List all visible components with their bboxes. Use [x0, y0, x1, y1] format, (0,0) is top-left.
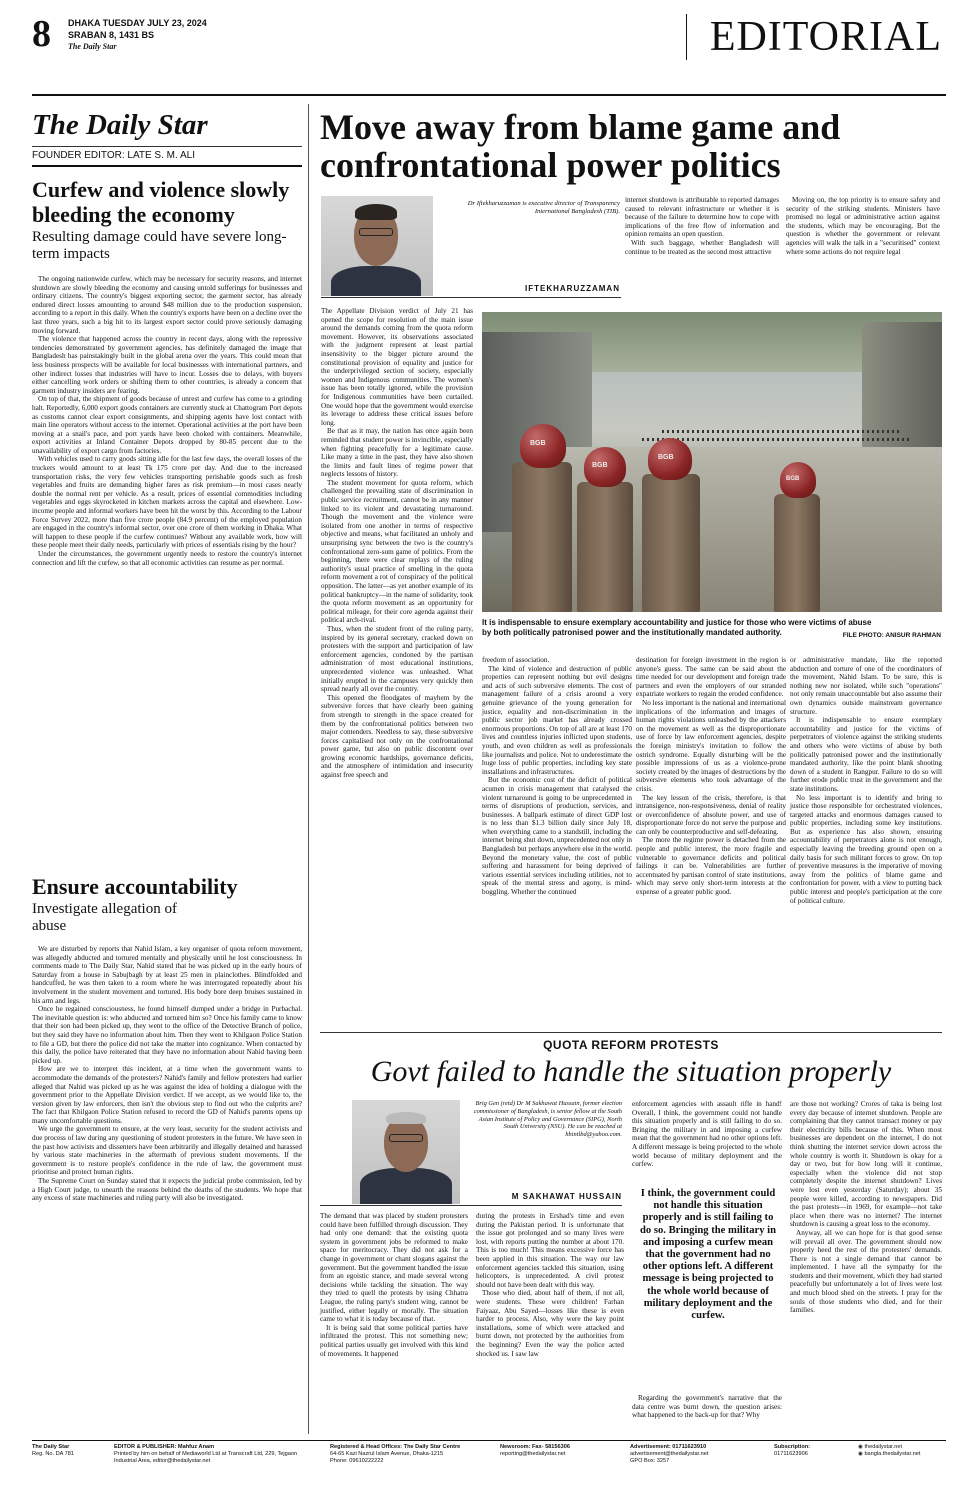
protest-photo: [482, 312, 942, 612]
globe-icon: ◉: [858, 1451, 865, 1457]
paragraph: With such baggage, whether Bangladesh will continue to be treated as the second most attractive: [625, 238, 779, 256]
paragraph: during the protests in Ershad's time and even during the Pakistan period. It is unfortunate that the issue got prolonged and so many lives were lost, with reports putting the number at about 170. This is too much! This means excessive force has been applied in this situation. The way our law enforcement agencies tackled this situation, using helicopters, is unprecedented. A civil protest should not have been dealt with this way.: [476, 1212, 624, 1289]
helmet-label: BGB: [786, 476, 800, 482]
photo-caption: It is indispensable to ensure exemplary accountability and justice for those who were victims of abuse by both politically patronised power and the institutionally mandated authority.: [482, 618, 872, 637]
bottom-col-b: [476, 1212, 624, 1358]
footer-gpo: GPO Box: 3257: [630, 1458, 670, 1464]
footer-paper-name: The Daily Star: [32, 1444, 70, 1450]
author-bio: Brig Gen (retd) Dr M Sakhawat Hussain, former election commissioner of Bangladesh, is senior fellow at the South Asian Institute of Policy and Governance (SIPG), North South University (NSU). He can be reached at hhintlbd@yahoo.com.: [473, 1100, 622, 1139]
soldier: [512, 462, 572, 612]
paragraph: We are disturbed by reports that Nahid Islam, a key organiser of quota reform movement, was allegedly abducted and tortured mentally and physically until he lost consciousness. In comments made to The Daily Star, Nahid stated that he was picked up in the early hours of Saturday from a house in Sabujbagh by at least 25 men in plainclothes. Blindfolded and handcuffed, he was then taken to a room where he was interrogated repeatedly about his involvement in the student movement and tortured. His body bore deep bruises sustained in his arm and legs.: [32, 945, 302, 1005]
footer-office-title: Registered & Head Offices: The Daily Star Centre: [330, 1444, 461, 1450]
paragraph: Anyway, all we can hope for is that good sense will prevail all over. The government should now properly heed the rest of the protesters' demands. There is not a single demand that cannot be implemented. I have all the sympathy for the students and their movement, which they had started peacefully but unfortunately a lot of lives were lost and much blood shed on the streets. I pray for the souls of those students who died, and for their families.: [790, 1228, 942, 1315]
byline: M SAKHAWAT HUSSAIN: [511, 1192, 622, 1201]
daily-star-logo: The Daily Star: [32, 109, 208, 141]
page-number: 8: [32, 13, 51, 55]
paragraph: Under the circumstances, the government urgently needs to restore the country's internet connection and lift the curfew, so that all economic activities can resume as per normal.: [32, 550, 302, 567]
paragraph: Be that as it may, the nation has once again been reminded that student power is invincible, especially when fighting peacefully for a legitimate cause. Like many a time in the past, they have also shown the limits and fault lines of regime power that neglects lessons of history.: [321, 427, 473, 479]
footer-rule: [32, 1440, 946, 1441]
footer-web-1[interactable]: [858, 1444, 946, 1451]
footer-web: [858, 1444, 946, 1458]
editorial-2: [32, 874, 302, 1203]
footer-ads-phone: Advertisement: 01711623910: [630, 1444, 707, 1450]
portrait-hair: [355, 204, 397, 220]
footer-ads: [630, 1444, 770, 1465]
photo-crowd: [662, 430, 902, 433]
editorial-1: [32, 177, 302, 567]
photo-crowd: [642, 438, 912, 441]
paragraph: The demand that was placed by student protesters could have been fulfilled through discussion. They had only one demand: that the existing quota system in government jobs be reformed to make space for meritocracy. They did not ask for a change in government or chant slogans against the government. But the government handled the issue from an egoistic stance, and made several wrong decisions while tackling the situation. The way they tried to quell the protests by using Chhatra League, the ruling party's student wing, cannot be justified, either legally or morally. The situation came to what it is today because of that.: [320, 1212, 468, 1324]
small-logo: The Daily Star: [68, 42, 117, 51]
editorial-1-headline: Curfew and violence slowly bleeding the economy: [32, 177, 290, 227]
paragraph: The Appellate Division verdict of July 21 has opened the scope for resolution of the main issue around the demands coming from the quota reform movement. However, its observations associated with the judgment represent at least partial insensitivity to the bigger picture around the constitutional provision of equality and justice for the underprivileged section of society, especially women and Indigenous communities. The women's issue has been totally ignored, while the provision for Indigenous communities have been curtailed. One would hope that the government would exercise its leverage to address these critical issues before long.: [321, 307, 473, 427]
footer-subs: [774, 1444, 854, 1458]
logo-rule: [32, 146, 302, 147]
soldier: [577, 482, 633, 612]
paragraph: On top of that, the shipment of goods because of unrest and curfew has come to a grinding halt. Reportedly, 6,000 export goods containers are currently stuck at Chattogram Port depots as customs cannot clear export consignments, and shipping agents have lost contact with main line operators without access to the internet. Operational activities at the port have been moving at a snail's pace, and port yards have been choked with containers. Meanwhile, export activities at Inland Container Depots dropped by 80-85 percent due to the unavailability of export cargo from factories.: [32, 395, 302, 455]
paragraph: The key lesson of the crisis, therefore, is that intransigence, non-responsiveness, denial of reality or overconfidence of absolute power, and use of disproportionate force do not serve the purpose and can only be counterproductive and self-defeating.: [636, 793, 786, 836]
footer-newsroom-email: reporting@thedailystar.net: [500, 1451, 566, 1457]
masthead-rule: [32, 94, 946, 96]
paragraph: But the economic cost of the deficit of political acumen in crisis management that catalysed the violent turnaround is going to be unprecedented in terms of disruptions of production, services, and businesses. A ballpark estimate of direct GDP lost is no less than $1.3 billion daily since July 18, when everything came to a standstill, including the internet being shut down, unprecedented not only in Bangladesh but perhaps anywhere else in the world. Beyond the monetary value, the cost of public suffering and harassment for being deprived of various essential services including utilities, not to speak of the mental stress and agony, is mind-boggling. Whether the continued: [482, 776, 632, 897]
paragraph: destination for foreign investment in the region is anyone's guess. The same can be said about the time needed for our development and foreign trade partners and even the employers of our stranded expatriate workers to regain the eroded confidence.: [636, 656, 786, 699]
top-col-d-lower: [790, 656, 942, 905]
portrait-suit: [360, 1168, 452, 1204]
bottom-col-a: [320, 1212, 468, 1358]
masthead: [32, 14, 946, 92]
top-article-headline: Move away from blame game and confrontational power politics: [320, 107, 841, 185]
footer-editor-name: EDITOR & PUBLISHER: Mahfuz Anam: [114, 1444, 215, 1450]
bottom-kicker: QUOTA REFORM PROTESTS: [543, 1038, 719, 1052]
column-divider: [308, 104, 309, 1434]
paragraph: We urge the government to ensure, at the very least, security for the student activists and due process of law during any questioning of student protesters in the future. We have seen in the past how activists and dissenters have been arbitrarily and illegally detained and harassed by various state machineries in the aftermath of previous student movements. If the government is to restore people's confidence in the rule of law, the government must prioritise and protect human rights.: [32, 1125, 302, 1177]
paragraph: It is indispensable to ensure exemplary accountability and justice for the victims of perpetrators of violence against the striking students and others who were victims of abuse by both politically patronised power and the institutionally mandated authority, like the point blank shooting down of a student in Rangpur. Failure to do so will further erode public trust in the government and the state institutions.: [790, 716, 942, 793]
paragraph: The kind of violence and destruction of public properties can represent nothing but evil designs and acts of such subversive elements. The cost of management failure of a crisis around a very genuine grievance of the young generation for justice, equality and non-discrimination in the public sector job market has already crossed enormous proportions. On top of all are at least 170 lives and countless injuries inflicted upon students, youth, and even children as well as professionals like journalists and police. Not to underestimate the huge loss of public properties, including key state installations and infrastructures.: [482, 664, 632, 776]
bottom-headline: Govt failed to handle the situation properly: [370, 1055, 892, 1088]
left-column: [32, 108, 302, 1434]
paragraph: The violence that happened across the country in recent days, along with the repressive tendencies demonstrated by government agencies, has definitely damaged the image that Bangladesh has painstakingly built in the global arena over the years. This could mean that less business prospects will be available for local businesses with international partners, and other indirect losses that industries will have to incur. Losses due to delays, with buyers either cancelling work orders or shifting them to other countries, is already a concern that garment industry insiders are fearing.: [32, 335, 302, 395]
footer-web-1-text: thedailystar.net: [864, 1444, 903, 1450]
founder-editor: FOUNDER EDITOR: LATE S. M. ALI: [32, 150, 195, 161]
byline-rule: [320, 1205, 622, 1206]
paragraph: or administrative mandate, like the reported abduction and torture of one of the coordinators of the movement, Nahid Islam. To be sure, this is nothing new nor isolated, while such "operations" not only remain unaccountable but also assume their own dynamics outside mainstream governance structure.: [790, 656, 942, 716]
paragraph: Those who died, about half of them, if not all, were students. These were children! Farhan Faiyaaz, Abu Sayed—losses like these is even harder to process. Also, why were the key point installations, some of which were attacked and burnt down, not protected by the authorities from the beginning? Even the way the police acted shocked us. I saw law: [476, 1289, 624, 1358]
soldier: [774, 494, 820, 612]
helmet-label: BGB: [530, 440, 546, 447]
footer-web-2-text: bangla.thedailystar.net: [864, 1451, 921, 1457]
helmet-label: BGB: [592, 462, 608, 469]
editorial-2-subhead: Investigate allegation of abuse: [32, 901, 177, 934]
section-title: EDITORIAL: [709, 14, 942, 60]
paragraph: With vehicles used to carry goods sitting idle for the last few days, the overall losses of the truckers would amount to at least Tk 175 crore per day. And due to the increased transportation risks, the very few vehicles transporting perishable goods such as fresh vegetables and fruits are demanding higher fares as risk premium—in most cases nearly double the normal rent per vehicle. As a result, prices of essential commodities including vegetables and eggs skyrocketed in kitchen markets across the capital and elsewhere. Low-income people and informal workers have been hit the worst by this. According to the Labour Force Survey 2022, more than five crore people (84.9 percent) of the employed population are engaged in the country's informal sector, over one crore of them working in Dhaka. What will happen to these people if the curfew continues? Without any available work, how will these people meet their daily needs, particularly with prices of essentials rising by the hour?: [32, 455, 302, 550]
bangla-date: SRABAN 8, 1431 BS: [68, 30, 155, 40]
soldier: [642, 474, 700, 612]
top-col-c-lower: [636, 656, 786, 897]
editorial-1-subhead: Resulting damage could have severe long-term impacts: [32, 229, 287, 262]
footer-paper: [32, 1444, 102, 1458]
footer: [32, 1444, 946, 1484]
paragraph: are those not working? Crores of taka is being lost every day because of internet shutdown. People are complaining that they cannot transact money or pay their electricity bills because of this. When most businesses are dependent on the internet, I do not think shutting the internet service down across the whole country is worth it. Shutdown is okay for a day or two, but for how long will it continue, especially when the violence did not stop completely despite the internet shutdown? Lives were lost even yesterday (Saturday); about 35 people were killed, according to newspapers. Did the past protests—in 1969, for example—not take place when there was no internet? The internet shutdown is causing a great loss to the economy.: [790, 1100, 942, 1229]
footer-subs-phone: 01711623906: [774, 1451, 808, 1457]
paragraph: No less important is the national and international implications of the information and images of human rights violations unleashed by the attackers on the movement as well as the disproportionate use of force by law enforcement agencies, despite the foreign ministry's invitation to follow the ostrich syndrome. Equally disturbing will be the possible impressions of us as a violence-prone society created by the images of destructions by the subversive elements who took advantage of the crisis.: [636, 698, 786, 793]
top-col-a: [321, 307, 473, 780]
portrait-glasses: [389, 1134, 423, 1142]
footer-newsroom: [500, 1444, 612, 1458]
paragraph: Once he regained consciousness, he found himself dumped under a bridge in Purbachal. The inevitable question is: who abducted and tortured him so? Once his family came to know that their son had been picked up, they went to the office of the Detective Branch of police, but they said they have no information about him. Then they went to Khilgaon Police Station to file a GD, but there the police did not take the matter into cognizance. When contacted by this daily, the police have reiterated that they have no information about Nahid having been picked up.: [32, 1005, 302, 1065]
bottom-col-c-bottom: [632, 1394, 782, 1420]
footer-office: [330, 1444, 486, 1465]
paragraph: The student movement for quota reform, which challenged the prevailing state of discrimination in public service recruitment, cannot be in any manner linked to its violent and devastating turnaround. Though the movement and the violence were isolated from one another in terms of respective objective and means, what facilitated an unholy and unsurprising sync between the two is the country's confrontational zero-sum game of politics. From the beginning, there were clear replays of the ruling authority's usual practice of smelling in the quota reform movement a rot of conspiracy of the political opposition. The latter—as yet another example of its political bankruptcy—in the name of solidarity, took the quota reform movement as an opportunity for political mileage, for their core agenda against their political arch-rival.: [321, 478, 473, 625]
top-col-c: [786, 196, 940, 256]
author-portrait: [321, 196, 433, 296]
bottom-section-rule: [320, 1032, 942, 1033]
date-line: DHAKA TUESDAY JULY 23, 2024: [68, 18, 207, 28]
helmet-label: BGB: [658, 454, 674, 461]
portrait-glasses: [359, 228, 393, 236]
author-portrait: [352, 1100, 460, 1204]
editorial-1-body: [32, 275, 302, 567]
footer-ads-email: advertisement@thedailystar.net: [630, 1451, 709, 1457]
paragraph: freedom of association.: [482, 656, 550, 664]
paragraph: This opened the floodgates of mayhem by the subversive forces that have clearly been gaining from strength to strength in the space created for them by the confrontational politics between two major contenders. Needless to say, these subversive forces capitalised not only on the confrontational power game, but also on public discontent over growing economic hardships, governance deficits, and the atmosphere of intimidation and insecurity against free speech and: [321, 693, 473, 780]
portrait-hair: [386, 1112, 426, 1124]
paragraph: It is being said that some political parties have infiltrated the protest. This not something new; political parties usually get involved with this kind of movements. It happened: [320, 1323, 468, 1358]
bottom-col-c-top: [632, 1100, 782, 1169]
byline: IFTEKHARUZZAMAN: [525, 284, 620, 293]
footer-web-2[interactable]: [858, 1451, 946, 1458]
paragraph: Moving on, the top priority is to ensure safety and security of the striking students. Ministers have promised no legal or administrative action against the students, which may be encouraging. But the question is whether the government or relevant agencies will walk the talk in a "securitised" context where some actions do not require legal: [786, 196, 940, 256]
editorial-2-body: [32, 945, 302, 1203]
footer-subs-title: Subscription:: [774, 1444, 811, 1450]
author-bio: Dr Iftekharuzzaman is executive director of Transparency International Bangladesh (TIB).: [467, 200, 620, 215]
footer-printed: Printed by him on behalf of Mediaworld Ltd at Transcraft Ltd, 229, Tejgaon Industrial Area, editor@thedailystar.net: [114, 1451, 298, 1464]
section-vertical-rule: [686, 14, 687, 60]
portrait-face: [384, 1116, 428, 1172]
paragraph: The ongoing nationwide curfew, which may be necessary for security reasons, and internet shutdown are slowly bleeding the economy and causing untold sufferings for businesses and ordinary citizens. The country's biggest exporting sector, the garment sector, has already endured direct losses amounting to around $48 million due to the production suspension, according to a report in this daily. When the country's exports have been on a decline over the last three years, such a big hit to its largest export sector could prove seriously damaging moving forward.: [32, 275, 302, 335]
paragraph: The more the regime power is detached from the people and public interest, the more fragile and vulnerable to governance deficits and political failings it can be. Vulnerabilities are further accentuated by partisan control of state institutions, which may serve only short-term interests at the expense of a greater public good.: [636, 836, 786, 897]
footer-reg: Reg. No. DA 781: [32, 1451, 74, 1457]
footer-newsroom-fax: Newsroom: Fax- 58156306: [500, 1444, 570, 1450]
top-col-b-lower: [482, 656, 632, 897]
paragraph: Thus, when the student front of the ruling party, inspired by its general secretary, cracked down on protesters with the support and participation of law enforcement agencies, condoned by the partisan administration of most educational institutions, unprecedented violence was unleashed. What initially erupted in the campuses very quickly then spread nearly all over the country.: [321, 624, 473, 694]
footer-editor: [114, 1444, 314, 1465]
paragraph: No less important is to identify and bring to justice those responsible for orchestrated violences, targeted attacks and enormous damages caused to public properties, including some key institutions. But as experience has also shown, ensuring accountability of perpetrators alone is not enough, especially leaving the breeding ground open on a daily basis for such militant forces to grow. On top of preventive measures is the imperative of moving away from the politics of blame game and confrontation for power, with a view to putting back public interest and people's participation at the core of political culture.: [790, 793, 942, 905]
footer-office-addr: 64-65 Kazi Nazrul Islam Avenue, Dhaka-1215: [330, 1451, 444, 1457]
portrait-suit: [331, 266, 421, 296]
paragraph: enforcement agencies with assault rifle in hand! Overall, I think, the government could not handle this situation properly and is still failing to do so. Bringing the military in and imposing a curfew mean that the government had no other options left. A different message is being projected to the whole world because of military deployment and the curfew.: [632, 1100, 782, 1169]
editorial-2-headline: Ensure accountability: [32, 874, 238, 899]
founder-rule: [32, 165, 302, 167]
paragraph: How are we to interpret this incident, at a time when the government wants to accommodate the demands of the protesters? Nahid's family and fellow protesters had earlier alleged that Nahid was picked up as he was against the idea of holding a dialogue with the government prior to the Appellate Division verdict. If we accept, as we would like to, the version given by law enforcers, then isn't the obvious step to find out who the culprits are? The fact that Khilgaon Police Station refused to record the GD of Nahid's parents opens up many uncomfortable questions.: [32, 1065, 302, 1125]
globe-icon: ◉: [858, 1444, 865, 1450]
top-col-b: [625, 196, 779, 256]
paragraph: Regarding the government's narrative that the data centre was burnt down, the question arises: what happened to the back-up for that? Why: [632, 1394, 782, 1420]
byline-rule: [321, 297, 621, 298]
pull-quote: I think, the government could not handle this situation properly and is still failing to do so. Bringing the military in and imposing a curfew mean that the government had no other options left. A different message is being projected to the whole world because of military deployment and the curfew.: [640, 1188, 776, 1322]
bottom-col-d: [790, 1100, 942, 1315]
photo-credit: FILE PHOTO: ANISUR RAHMAN: [842, 632, 941, 639]
footer-office-phone: Phone: 09610222222: [330, 1458, 384, 1464]
paragraph: The Supreme Court on Sunday stated that it expects the judicial probe commission, led by a High Court judge, to unearth the reasons behind the deaths of the students. We hope that any excess of state machineries and ruling party will also be investigated.: [32, 1177, 302, 1203]
paragraph: internet shutdown is attributable to reported damages caused to relevant infrastructure or whether it is because of the failure to determine how to cope with implications of the free flow of information and opinion remains an open question.: [625, 196, 779, 239]
